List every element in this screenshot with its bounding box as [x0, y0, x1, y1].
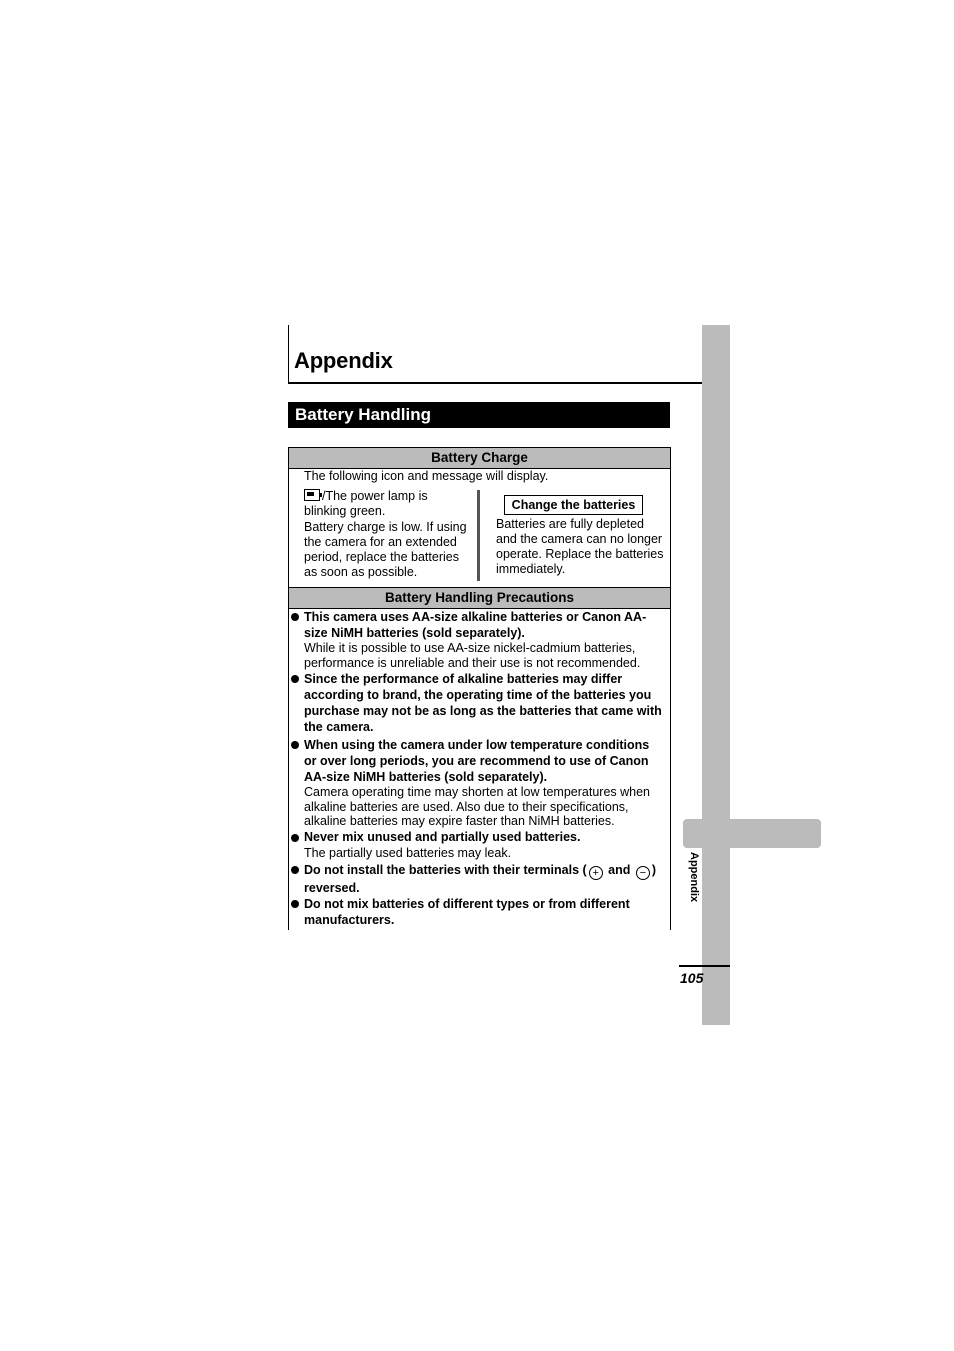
bullet-marker — [291, 866, 299, 874]
bullet-marker — [291, 613, 299, 621]
side-chapter-tab — [683, 819, 821, 848]
battery-charge-intro: The following icon and message will display. — [304, 469, 549, 483]
bullet-marker — [291, 675, 299, 683]
side-chapter-label: Appendix — [688, 852, 700, 903]
precaution-4-note: The partially used batteries may leak. — [304, 846, 512, 860]
precaution-5: Do not install the batteries with their terminals ( + and − ) reversed. — [304, 863, 657, 895]
precaution-1: This camera uses AA-size alkaline batteries or Canon AA- size NiMH batteries (sold separately). — [304, 610, 647, 640]
battery-low-icon — [304, 489, 320, 501]
battery-charge-heading: Battery Charge — [289, 447, 670, 469]
bullet-marker — [291, 834, 299, 842]
page-title: Appendix — [294, 348, 393, 373]
column-divider — [477, 490, 480, 581]
box-border-right — [670, 447, 671, 930]
precaution-3: When using the camera under low temperature conditions or over long periods, you are recommend to use of Canon AA-size NiMH batteries (sold separately). — [304, 738, 650, 784]
box-border-left — [288, 447, 289, 930]
section-title: Battery Handling — [295, 405, 432, 424]
title-rule-vertical — [288, 325, 289, 383]
precaution-3-note: Camera operating time may shorten at low temperatures when alkaline batteries are used. Also due to their specifications, alkaline batteries may expire faster than NiMH batteries. — [304, 785, 650, 828]
title-rule-horizontal — [288, 382, 730, 384]
change-batteries-message: Change the batteries — [504, 495, 643, 515]
precaution-6: Do not mix batteries of different types or from different manufacturers. — [304, 897, 630, 927]
precaution-4: Never mix unused and partially used batteries. — [304, 830, 581, 844]
side-thumb-bar — [702, 325, 730, 1025]
section-title-bar — [288, 402, 670, 428]
minus-terminal-icon: − — [636, 866, 650, 880]
page-number: 105 — [680, 970, 704, 986]
page-number-rule — [679, 965, 730, 967]
battery-depleted-description: Batteries are fully depleted and the camera can no longer operate. Replace the batteries immediately. — [496, 517, 664, 576]
bullet-marker — [291, 741, 299, 749]
plus-terminal-icon: + — [589, 866, 603, 880]
battery-low-description: /The power lamp is blinking green. Battery charge is low. If using the camera for an extended period, replace the batteries as soon as possible. — [304, 489, 467, 579]
precaution-1-note: While it is possible to use AA-size nickel-cadmium batteries, performance is unreliable and their use is not recommended. — [304, 641, 641, 670]
precaution-2: Since the performance of alkaline batteries may differ according to brand, the operating time of the batteries you purchase may not be as long as the batteries that came with the camera. — [304, 672, 662, 734]
precautions-heading: Battery Handling Precautions — [289, 587, 670, 609]
bullet-marker — [291, 900, 299, 908]
